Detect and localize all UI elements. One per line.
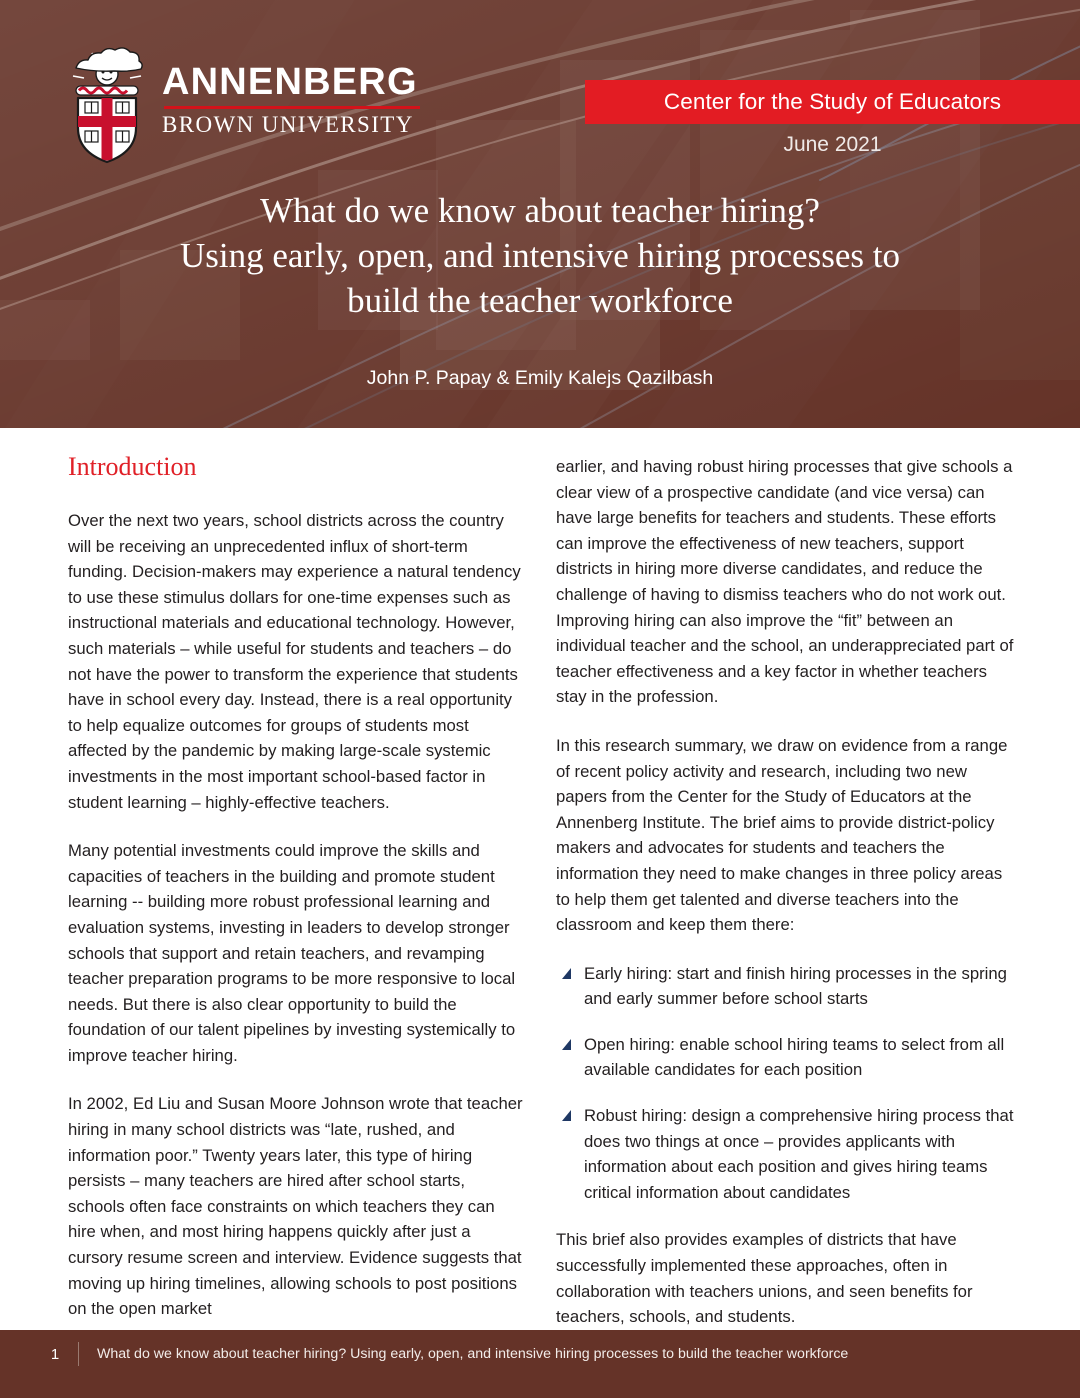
issue-date: June 2021	[783, 133, 882, 156]
triangle-bullet-icon	[562, 1039, 571, 1050]
list-item-text: Early hiring: start and finish hiring processes in the spring and early summer before school starts	[584, 963, 1007, 1009]
left-column	[68, 428, 526, 1345]
paragraph: This brief also provides examples of districts that have successfully implemented these approaches, often in collaboration with teachers unions, and seen benefits for teachers, schools, and students.	[556, 1230, 973, 1327]
brown-annenberg-logo	[68, 36, 418, 164]
triangle-bullet-icon	[562, 1110, 571, 1121]
footer-running-title: What do we know about teacher hiring? Using early, open, and intensive hiring processes to build the teacher workforce	[97, 1346, 849, 1362]
list-item	[556, 1103, 1014, 1205]
paragraph: Over the next two years, school districts across the country will be receiving an unprecedented influx of short-term funding. Decision-makers may experience a natural tendency to use these stimulus dollars for one-time expenses such as instructional materials and educational technology. However, such materials – while useful for students and teachers – do not have the power to transform the experience that students have in school every day. Instead, there is a real opportunity to help equalize outcomes for groups of students most affected by the pandemic by making large-scale systemic investments in the most important school-based factor in student learning – highly-effective teachers.	[68, 511, 521, 812]
paragraph: earlier, and having robust hiring processes that give schools a clear view of a prospective candidate (and vice versa) can have large benefits for teachers and students. These efforts can improve the effectiveness of new teachers, support districts in hiring more diverse candidates, and reduce the challenge of having to dismiss teachers who do not work out. Improving hiring can also improve the “fit” between an individual teacher and the school, an underappreciated part of teacher effectiveness and a key factor in whether teachers stay in the profession.	[556, 457, 1014, 707]
title-line-1: What do we know about teacher hiring?	[260, 191, 820, 230]
brown-university-wordmark: BROWN UNIVERSITY	[162, 111, 414, 137]
footer-divider	[78, 1342, 79, 1366]
paragraph: In this research summary, we draw on evidence from a range of recent policy activity and research, including two new papers from the Center for the Study of Educators at the Annenberg Institute. The brief aims to provide district-policy makers and advocates for students and teachers the information they need to make changes in three policy areas to help them get talented and diverse teachers into the classroom and keep them there:	[556, 735, 1008, 935]
logo-wordmark	[162, 60, 418, 137]
logo-divider-rule	[164, 106, 420, 109]
list-item	[556, 1032, 1014, 1083]
page-title	[60, 188, 1020, 323]
authors-byline: John P. Papay & Emily Kalejs Qazilbash	[366, 367, 714, 389]
policy-area-list	[556, 961, 1014, 1206]
title-line-2: Using early, open, and intensive hiring processes to	[180, 236, 900, 275]
brown-shield-icon	[68, 36, 146, 164]
list-item-text: Open hiring: enable school hiring teams to select from all available candidates for each position	[584, 1034, 1005, 1080]
paragraph: Many potential investments could improve the skills and capacities of teachers in the building and promote student learning -- building more robust professional learning and evaluation systems, investing in leaders to develop stronger schools that support and retain teachers, and revamping teacher preparation programs to be more responsive to local needs. But there is also clear opportunity to build the foundation of our talent pipelines by investing systemically to improve teacher hiring.	[68, 841, 516, 1065]
center-name-banner	[585, 80, 1080, 124]
right-column	[556, 428, 1014, 1353]
document-header	[0, 0, 1080, 428]
section-heading-introduction: Introduction	[68, 452, 197, 481]
page-footer	[0, 1330, 1080, 1398]
annenberg-wordmark: ANNENBERG	[162, 60, 418, 103]
page-number: 1	[50, 1345, 60, 1363]
center-name-label: Center for the Study of Educators	[663, 89, 1002, 114]
list-item	[556, 961, 1014, 1012]
triangle-bullet-icon	[562, 968, 571, 979]
document-body	[0, 428, 1080, 1330]
paragraph: In 2002, Ed Liu and Susan Moore Johnson wrote that teacher hiring in many school districts was “late, rushed, and information poor.” Twenty years later, this type of hiring persists – many teachers are hired after school starts, schools often face constraints on which teachers they can hire when, and most hiring happens quickly after just a cursory resume screen and interview. Evidence suggests that moving up hiring timelines, allowing schools to post positions on the open market	[68, 1094, 523, 1319]
title-line-3: build the teacher workforce	[347, 281, 733, 320]
list-item-text: Robust hiring: design a comprehensive hiring process that does two things at once – provides applicants with information about each position and gives hiring teams critical information about candidates	[584, 1106, 1014, 1202]
footer-content	[40, 1342, 848, 1366]
